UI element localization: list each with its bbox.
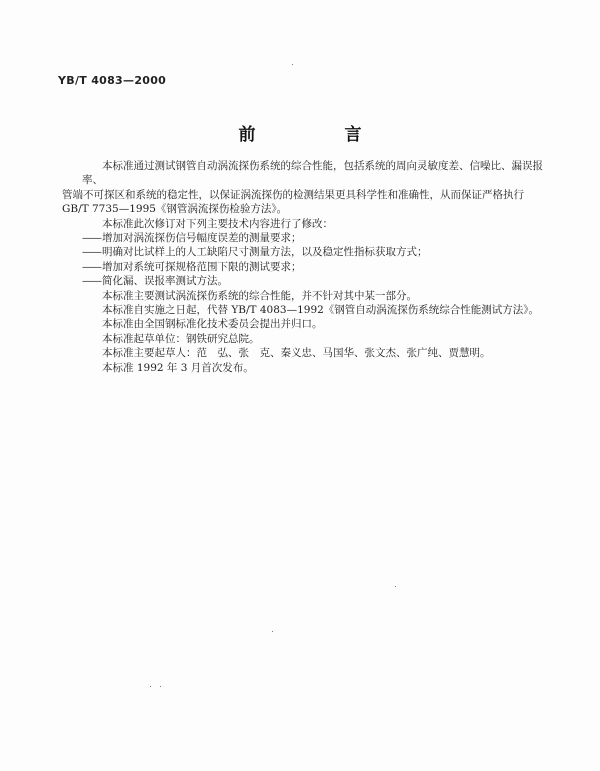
- paragraph-drafting-unit: 本标准起草单位：钢铁研究总院。: [102, 332, 260, 345]
- paragraph-purpose-line-3: GB/T 7735—1995《钢管涡流探伤检验方法》。: [62, 203, 288, 216]
- list-item-text: 增加对涡流探伤信号幅度误差的测量要求；: [102, 232, 302, 245]
- list-item-text: 增加对系统可探规格范围下限的测试要求；: [102, 260, 302, 273]
- paragraph-scope: 本标准主要测试涡流探伤系统的综合性能，并不针对其中某一部分。: [102, 289, 417, 302]
- scan-speck: [272, 631, 273, 632]
- paragraph-purpose: [62, 159, 554, 217]
- list-item: [82, 231, 554, 245]
- list-item-text: 简化漏、误报率测试方法。: [102, 275, 228, 288]
- paragraph-proposer: 本标准由全国钢标准化技术委员会提出并归口。: [102, 318, 323, 331]
- scan-speck: [160, 686, 161, 687]
- list-dash: ——: [82, 275, 101, 288]
- list-item: [82, 260, 554, 274]
- list-item: [82, 274, 554, 288]
- foreword-body: [62, 159, 554, 375]
- list-item: [82, 245, 554, 259]
- scan-speck: [150, 686, 151, 687]
- paragraph-purpose-line-2: 管端不可探区和系统的稳定性，以保证涡流探伤的检测结果更具科学性和准确性，从而保证严格执行: [62, 188, 524, 201]
- scan-speck: [292, 64, 293, 65]
- paragraph-purpose-line-1: 本标准通过测试钢管自动涡流探伤系统的综合性能，包括系统的周向灵敏度差、信噪比、漏误报率、: [82, 160, 543, 187]
- paragraph-drafters: 本标准主要起草人：范 弘、张 克、秦义忠、马国华、张文杰、张广纯、贾慧明。: [102, 347, 491, 360]
- list-dash: ——: [82, 232, 101, 245]
- paragraph-first-release: 本标准 1992 年 3 月首次发布。: [102, 361, 254, 374]
- list-dash: ——: [82, 246, 101, 259]
- paragraph-revision-intro: 本标准此次修订对下列主要技术内容进行了修改：: [102, 217, 333, 230]
- scan-speck: [395, 586, 396, 587]
- standard-code: YB/T 4083—2000: [58, 74, 167, 87]
- revision-list: [82, 231, 554, 289]
- page-title: 前 言: [238, 125, 398, 145]
- list-item-text: 明确对比试样上的人工缺陷尺寸测量方法，以及稳定性指标获取方式；: [102, 246, 428, 259]
- paragraph-replacement: 本标准自实施之日起，代替 YB/T 4083—1992《钢管自动涡流探伤系统综合性能测试方法》。: [102, 304, 540, 317]
- list-dash: ——: [82, 260, 101, 273]
